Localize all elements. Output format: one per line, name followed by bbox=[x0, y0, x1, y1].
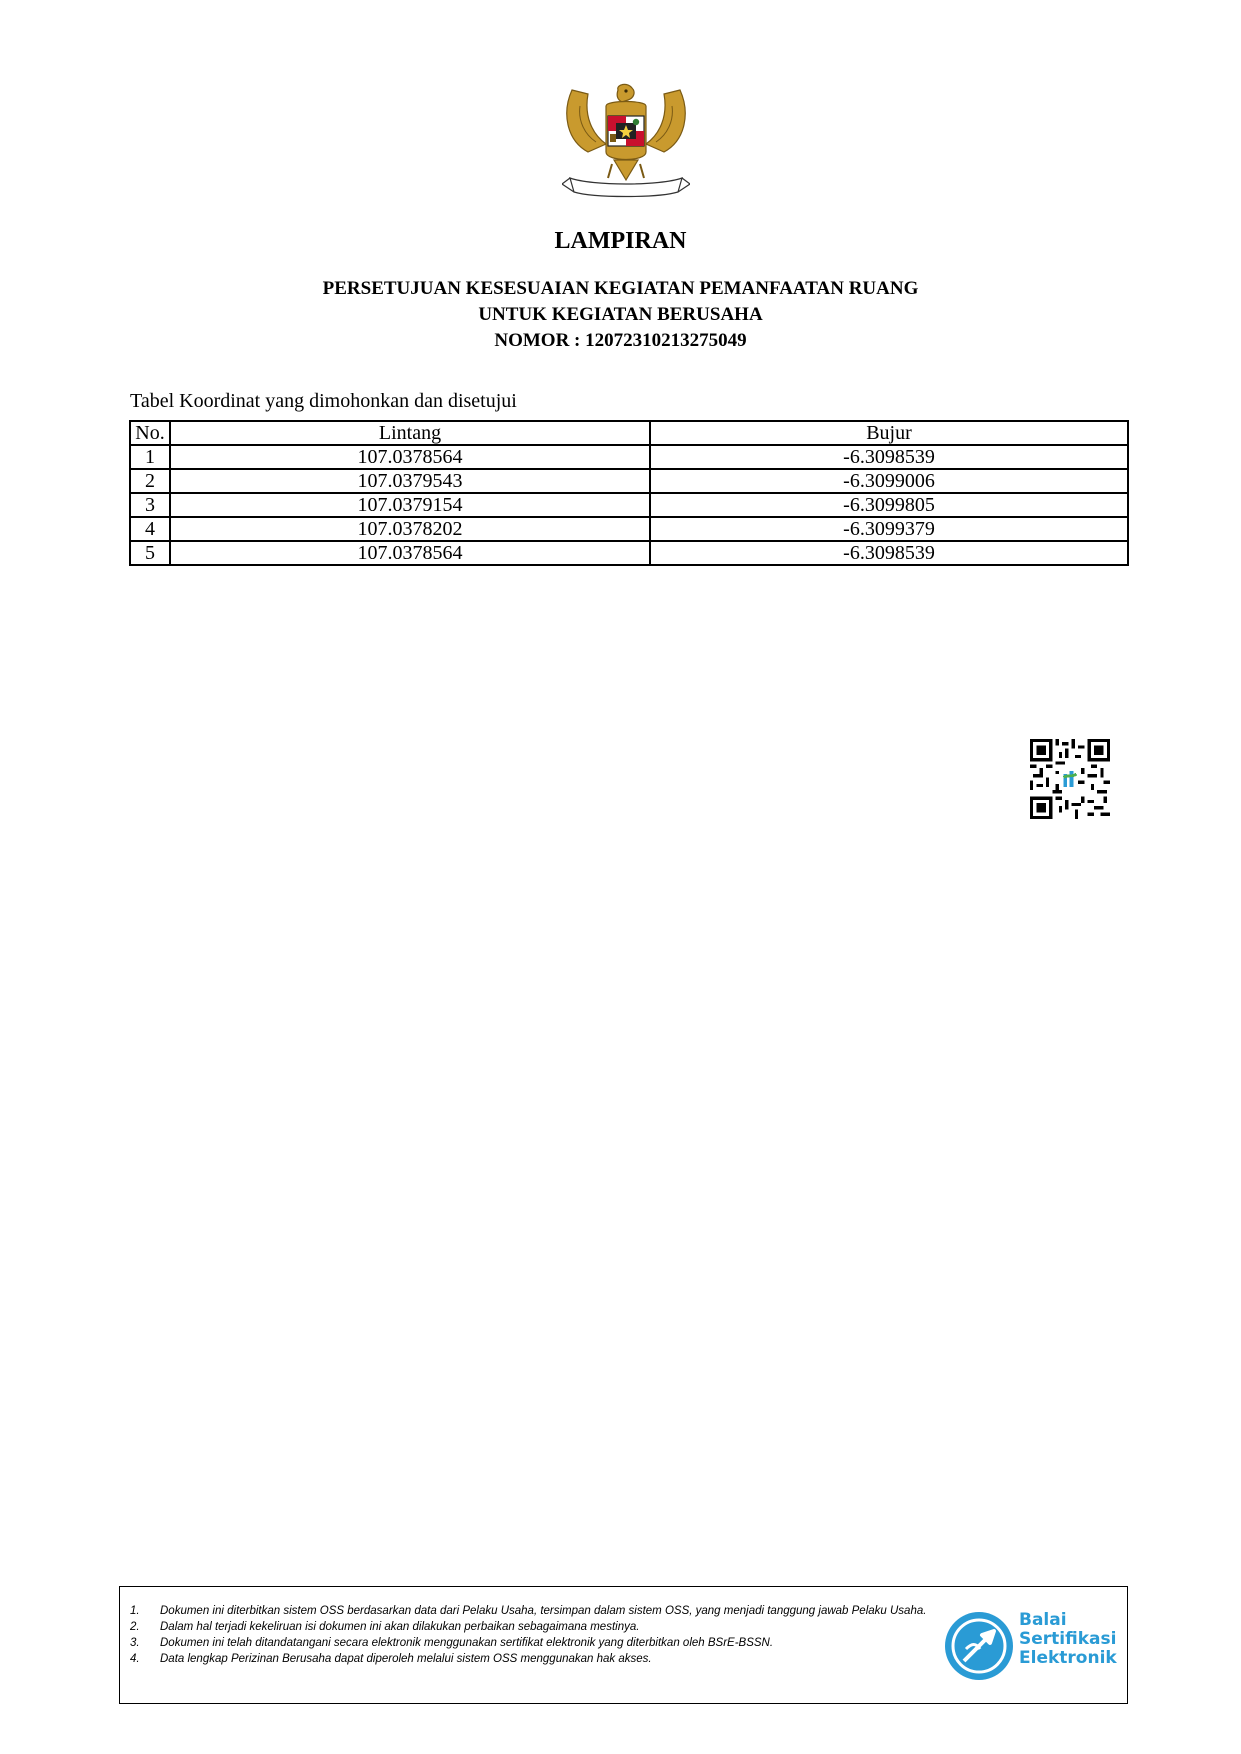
cell-bujur: -6.3098539 bbox=[650, 445, 1128, 469]
cell-lintang: 107.0379154 bbox=[170, 493, 650, 517]
garuda-emblem-icon bbox=[562, 82, 690, 204]
footer-note-text: Data lengkap Perizinan Berusaha dapat diperoleh melalui sistem OSS menggunakan hak akses. bbox=[160, 1653, 652, 1665]
bsre-line-1: Balai bbox=[1019, 1610, 1067, 1630]
table-row bbox=[130, 541, 1128, 565]
cell-no: 3 bbox=[130, 493, 170, 517]
footer-note-text: Dokumen ini diterbitkan sistem OSS berdasarkan data dari Pelaku Usaha, tersimpan dalam sistem OSS, yang menjadi tanggung jawab Pelaku Usaha. bbox=[160, 1605, 927, 1617]
cell-no: 2 bbox=[130, 469, 170, 493]
subtitle-line-1: PERSETUJUAN KESESUAIAN KEGIATAN PEMANFAATAN RUANG bbox=[322, 278, 919, 299]
footer-note bbox=[130, 1603, 940, 1619]
cell-lintang: 107.0378564 bbox=[170, 445, 650, 469]
cell-bujur: -6.3099006 bbox=[650, 469, 1128, 493]
bsre-line-3: Elektronik bbox=[1019, 1648, 1117, 1668]
footer-note bbox=[130, 1651, 940, 1667]
footer-note-number: 2. bbox=[130, 1621, 140, 1633]
table-row bbox=[130, 493, 1128, 517]
footer-note bbox=[130, 1619, 940, 1635]
page-title: LAMPIRAN bbox=[554, 228, 687, 254]
bsre-emblem-icon bbox=[942, 1609, 1016, 1683]
cell-bujur: -6.3098539 bbox=[650, 541, 1128, 565]
cell-lintang: 107.0378202 bbox=[170, 517, 650, 541]
bsre-logo-text bbox=[1019, 1611, 1117, 1668]
qr-code-icon bbox=[1030, 739, 1110, 819]
bsre-logo bbox=[942, 1607, 1117, 1687]
table-row bbox=[130, 517, 1128, 541]
cell-no: 5 bbox=[130, 541, 170, 565]
cell-no: 4 bbox=[130, 517, 170, 541]
footer-note-text: Dalam hal terjadi kekeliruan isi dokumen ini akan dilakukan perbaikan sebagaimana mestinya. bbox=[160, 1621, 640, 1633]
footer-note bbox=[130, 1635, 940, 1651]
table-caption: Tabel Koordinat yang dimohonkan dan disetujui bbox=[130, 390, 517, 412]
column-header-bujur: Bujur bbox=[650, 421, 1128, 445]
footer-note-number: 3. bbox=[130, 1637, 140, 1649]
cell-lintang: 107.0379543 bbox=[170, 469, 650, 493]
column-header-no: No. bbox=[130, 421, 170, 445]
cell-bujur: -6.3099379 bbox=[650, 517, 1128, 541]
footer-note-text: Dokumen ini telah ditandatangani secara elektronik menggunakan sertifikat elektronik yang diterbitkan oleh BSrE-BSSN. bbox=[160, 1637, 774, 1649]
cell-no: 1 bbox=[130, 445, 170, 469]
footer-notes-list bbox=[130, 1603, 940, 1667]
footer-notes-box bbox=[119, 1586, 1128, 1704]
table-row bbox=[130, 445, 1128, 469]
cell-bujur: -6.3099805 bbox=[650, 493, 1128, 517]
coordinates-table bbox=[129, 420, 1129, 566]
footer-note-number: 4. bbox=[130, 1653, 140, 1665]
bsre-line-2: Sertifikasi bbox=[1019, 1629, 1117, 1649]
column-header-lintang: Lintang bbox=[170, 421, 650, 445]
cell-lintang: 107.0378564 bbox=[170, 541, 650, 565]
footer-note-number: 1. bbox=[130, 1605, 140, 1617]
table-header-row bbox=[130, 421, 1128, 445]
subtitle-line-2: UNTUK KEGIATAN BERUSAHA bbox=[478, 304, 763, 325]
table-row bbox=[130, 469, 1128, 493]
document-number: NOMOR : 12072310213275049 bbox=[494, 330, 747, 351]
